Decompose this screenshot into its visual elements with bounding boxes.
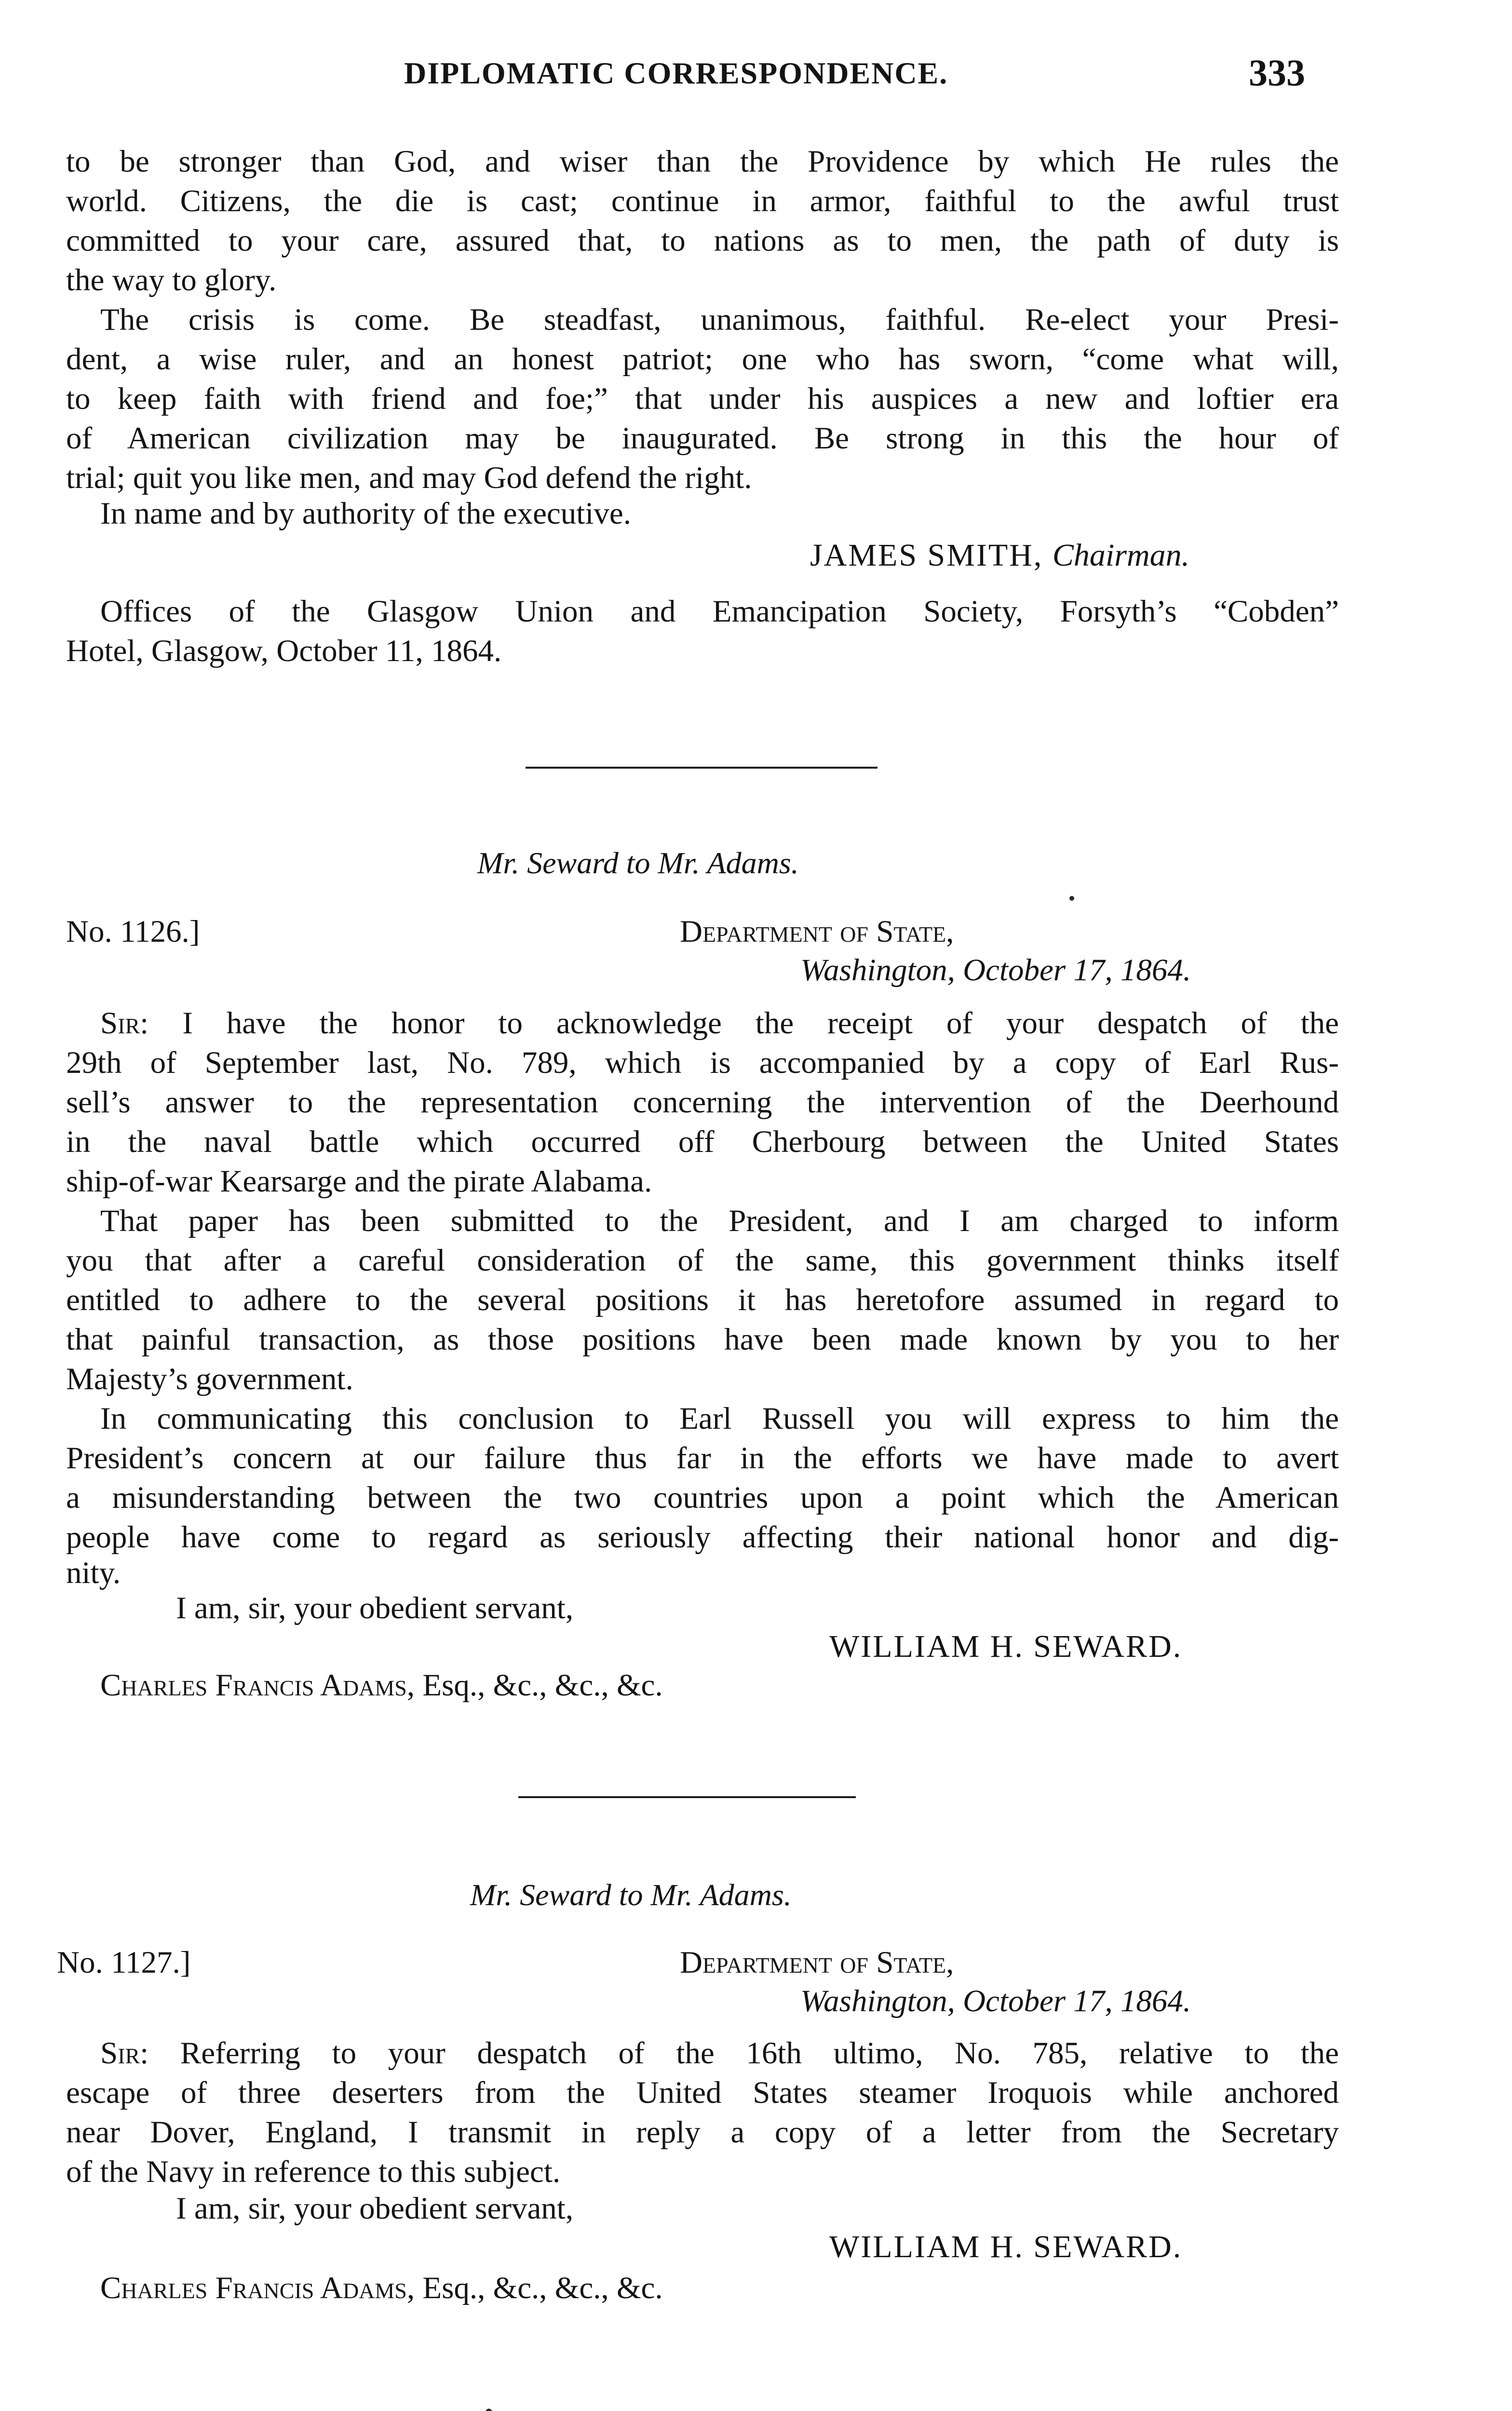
letter-number: No. 1127.]: [57, 1945, 191, 1980]
letter-signature: WILLIAM H. SEWARD.: [829, 2229, 1183, 2264]
letter-addressee: [100, 2269, 663, 2307]
addressee-name: Charles Francis Adams,: [100, 2271, 415, 2305]
address-line: the way to glory.: [66, 263, 277, 298]
letter-place-date: Washington, October 17, 1864.: [800, 953, 1191, 988]
letter-body-line: President’s concern at our failure thus far in the efforts we have made to avert: [66, 1441, 1339, 1476]
letter-body-line: 29th of September last, No. 789, which is accompanied by a copy of Earl Rus-: [66, 1045, 1339, 1080]
letter-body-line: you that after a careful consideration of the same, this government thinks itself: [66, 1243, 1339, 1278]
letter-body-line: escape of three deserters from the United States steamer Iroquois while anchored: [66, 2075, 1339, 2110]
address-line: to be stronger than God, and wiser than the Providence by which He rules the: [66, 144, 1339, 179]
letter-body-line: [100, 1004, 1339, 1043]
letter-closing: I am, sir, your obedient servant,: [176, 2191, 574, 2226]
letter-heading: Mr. Seward to Mr. Adams.: [477, 846, 799, 880]
signer-name: JAMES SMITH,: [810, 538, 1043, 573]
letter-body-line: in the naval battle which occurred off Cherbourg between the United States: [66, 1124, 1339, 1159]
scan-speck: [485, 2409, 493, 2411]
address-line: of American civilization may be inaugurated. Be strong in this the hour of: [66, 421, 1339, 456]
letter-body-line: people have come to regard as seriously affecting their national honor and dig-: [66, 1520, 1339, 1555]
page-number: 333: [1249, 52, 1305, 94]
salutation: Sir:: [100, 1006, 149, 1041]
letter-body-line: that painful transaction, as those positions have been made known by you to her: [66, 1322, 1339, 1357]
addressee-suffix: Esq., &c., &c., &c.: [422, 2271, 663, 2305]
letter-body-line: ship-of-war Kearsarge and the pirate Alabama.: [66, 1164, 652, 1199]
letter-body-line: Majesty’s government.: [66, 1362, 353, 1396]
letter-number: No. 1126.]: [66, 914, 200, 949]
letter-department: Department of State,: [680, 914, 954, 949]
address-line: committed to your care, assured that, to nations as to men, the path of duty is: [66, 223, 1339, 258]
running-title: DIPLOMATIC CORRESPONDENCE.: [404, 56, 948, 90]
address-line: trial; quit you like men, and may God defend the right.: [66, 461, 752, 495]
letter-signature: WILLIAM H. SEWARD.: [829, 1629, 1183, 1664]
salutation: Sir:: [100, 2036, 149, 2071]
address-place-line: Offices of the Glasgow Union and Emancipation Society, Forsyth’s “Cobden”: [100, 594, 1339, 629]
letter-body-line: That paper has been submitted to the President, and I am charged to inform: [100, 1204, 1339, 1238]
letter-department: Department of State,: [680, 1945, 954, 1980]
letter-addressee: [100, 1666, 663, 1705]
letter-body-line: sell’s answer to the representation concerning the intervention of the Deerhound: [66, 1085, 1339, 1120]
address-place-line: Hotel, Glasgow, October 11, 1864.: [66, 634, 502, 668]
section-divider: [518, 1796, 856, 1798]
addressee-suffix: Esq., &c., &c., &c.: [422, 1668, 663, 1703]
letter-body-line: of the Navy in reference to this subject.: [66, 2154, 561, 2189]
letter-body-line: entitled to adhere to the several positions it has heretofore assumed in regard to: [66, 1283, 1339, 1317]
letter-body-line: In communicating this conclusion to Earl Russell you will express to him the: [100, 1401, 1339, 1436]
scan-speck: [1069, 896, 1074, 901]
address-line: dent, a wise ruler, and an honest patriot; one who has sworn, “come what will,: [66, 342, 1339, 377]
letter-body-line: a misunderstanding between the two countries upon a point which the American: [66, 1480, 1339, 1515]
address-line: to keep faith with friend and foe;” that under his auspices a new and loftier era: [66, 381, 1339, 416]
address-line: In name and by authority of the executive.: [100, 496, 632, 531]
address-signature: [810, 536, 1189, 575]
letter-body-text: I have the honor to acknowledge the receipt of your despatch of the: [182, 1006, 1339, 1041]
signer-title: Chairman.: [1052, 538, 1190, 573]
letter-body-text: Referring to your despatch of the 16th ultimo, No. 785, relative to the: [180, 2036, 1339, 2071]
section-divider: [526, 767, 878, 769]
letter-closing: I am, sir, your obedient servant,: [176, 1591, 574, 1625]
address-line: world. Citizens, the die is cast; continue in armor, faithful to the awful trust: [66, 184, 1339, 218]
letter-body-line: nity.: [66, 1556, 121, 1590]
letter-body-line: near Dover, England, I transmit in reply a copy of a letter from the Secretary: [66, 2115, 1339, 2150]
letter-body-line: [100, 2034, 1339, 2072]
letter-place-date: Washington, October 17, 1864.: [800, 1984, 1191, 2018]
addressee-name: Charles Francis Adams,: [100, 1668, 415, 1703]
letter-heading: Mr. Seward to Mr. Adams.: [470, 1878, 792, 1912]
address-line: The crisis is come. Be steadfast, unanimous, faithful. Re-elect your Presi-: [100, 302, 1339, 337]
